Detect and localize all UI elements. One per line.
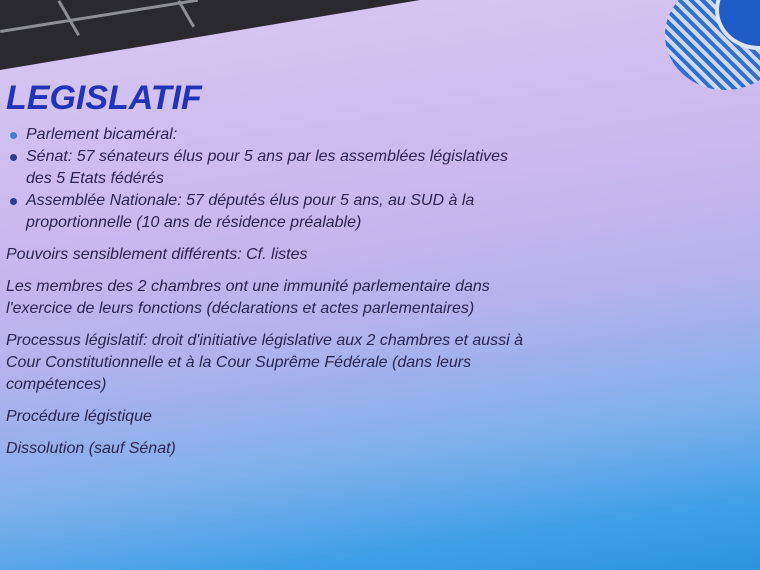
slide-title: LEGISLATIF	[6, 79, 202, 117]
slide-content	[6, 78, 656, 460]
text-line: proportionnelle (10 ans de résidence préalable)	[26, 214, 362, 231]
text-line: Sénat: 57 sénateurs élus pour 5 ans par les assemblées législatives	[26, 148, 509, 165]
bullet-icon	[10, 154, 17, 161]
text-line: Processus législatif: droit d'initiative législative aux 2 chambres et aussi à	[6, 332, 524, 349]
bullet-item	[6, 124, 656, 146]
text-line: compétences)	[6, 376, 107, 393]
bullet-icon	[10, 198, 17, 205]
text-line: Dissolution (sauf Sénat)	[6, 440, 176, 457]
bullet-icon	[10, 132, 17, 139]
bullet-item	[6, 190, 656, 212]
bullet-item	[6, 146, 656, 168]
text-line: Cour Constitutionnelle et à la Cour Suprême Fédérale (dans leurs	[6, 354, 472, 371]
text-line: Pouvoirs sensiblement différents: Cf. listes	[6, 246, 308, 263]
text-line: l'exercice de leurs fonctions (déclarations et actes parlementaires)	[6, 300, 475, 317]
text-line: des 5 Etats fédérés	[26, 170, 164, 187]
text-line: Les membres des 2 chambres ont une immunité parlementaire dans	[6, 278, 490, 295]
text-line: Parlement bicaméral:	[26, 126, 178, 143]
text-line: Assemblée Nationale: 57 députés élus pour 5 ans, au SUD à la	[26, 192, 475, 209]
text-line: Procédure légistique	[6, 408, 152, 425]
